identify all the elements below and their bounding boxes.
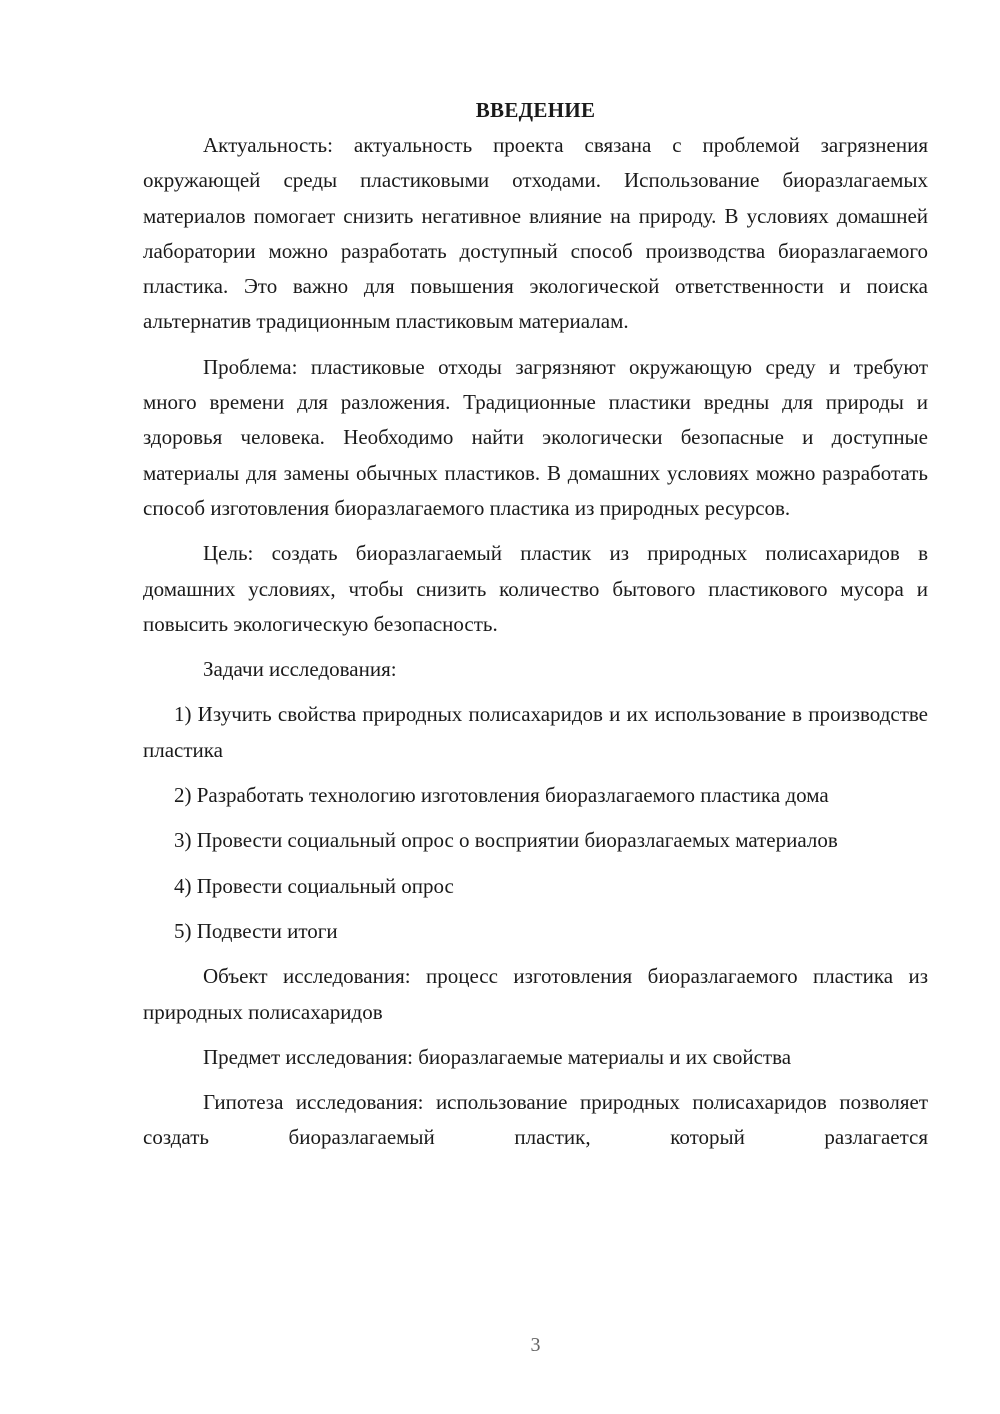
paragraph-subject: Предмет исследования: биоразлагаемые материалы и их свойства (203, 1044, 792, 1069)
paragraph-problem: Проблема: пластиковые отходы загрязняют окружающую среду и требуют много времени для разложения. Традиционные пластики вредны для природы и здоровья человека. Необходимо найти экологически безопасные и доступные материалы для замены обычных пластиков. В домашних условиях можно разработать способ изготовления биоразлагаемого пластика из природных ресурсов. (143, 354, 928, 520)
tasks-heading: Задачи исследования: (203, 657, 397, 682)
list-item-task-4: 4) Провести социальный опрос (174, 873, 454, 898)
paragraph-goal: Цель: создать биоразлагаемый пластик из природных полисахаридов в домашних условиях, чтобы снизить количество бытового пластикового мусора и повысить экологическую безопасность. (143, 541, 928, 636)
page-number: 3 (530, 1334, 541, 1356)
section-title: ВВЕДЕНИЕ (475, 98, 596, 122)
list-item-task-2: 2) Разработать технологию изготовления биоразлагаемого пластика дома (174, 783, 829, 808)
page-content (143, 93, 928, 1156)
list-item-task-3: 3) Провести социальный опрос о восприятии биоразлагаемых материалов (174, 828, 838, 853)
list-item-task-1: 1) Изучить свойства природных полисахаридов и их использование в производстве пластика (143, 702, 928, 762)
paragraph-relevance: Актуальность: актуальность проекта связана с проблемой загрязнения окружающей среды пластиковыми отходами. Использование биоразлагаемых материалов помогает снизить негативное влияние на природу. В условиях домашней лаборатории можно разработать доступный способ производства биоразлагаемого пластика. Это важно для повышения экологической ответственности и поиска альтернатив традиционным пластиковым материалам. (143, 133, 928, 334)
paragraph-hypothesis: Гипотеза исследования: использование природных полисахаридов позволяет создать биоразлагаемый пластик, который разлагается (143, 1090, 928, 1150)
paragraph-object: Объект исследования: процесс изготовления биоразлагаемого пластика из природных полисахаридов (143, 964, 928, 1024)
list-item-task-5: 5) Подвести итоги (174, 918, 338, 943)
